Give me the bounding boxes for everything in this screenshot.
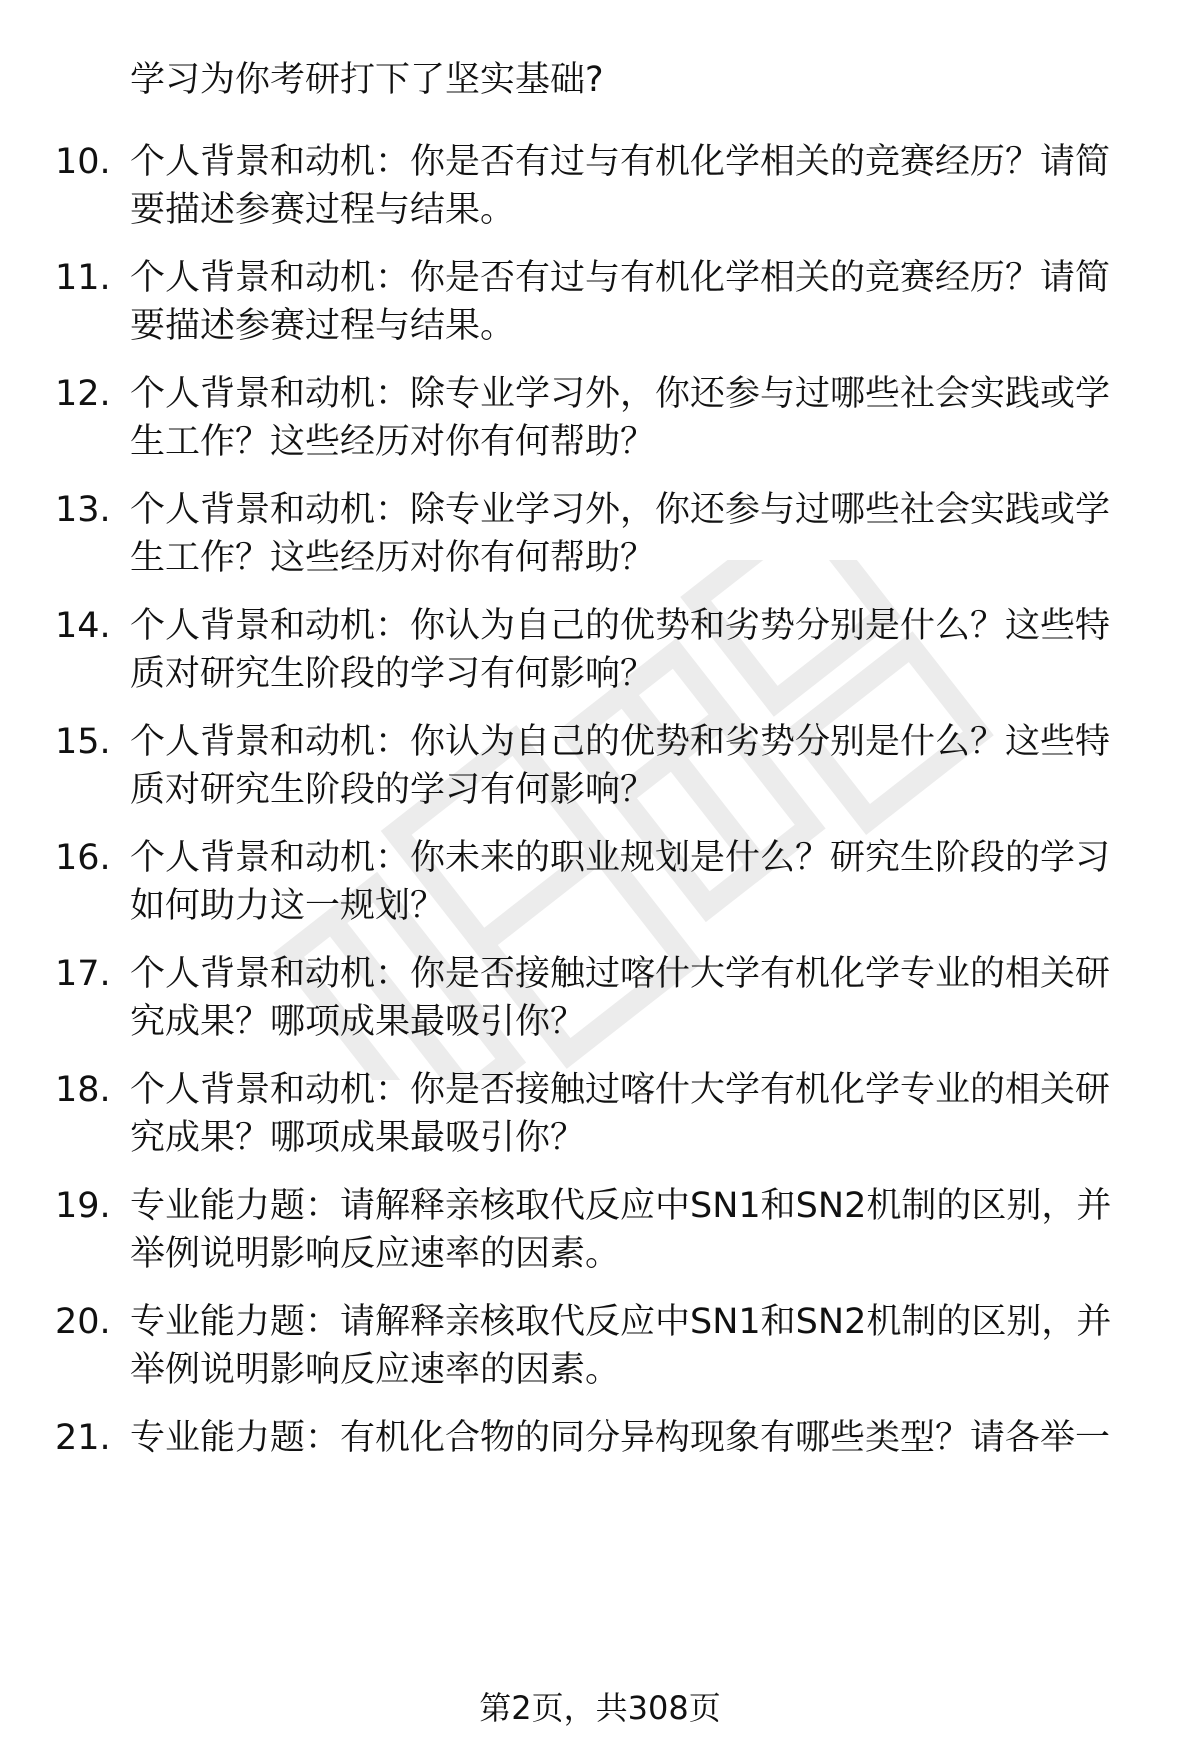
item-number: 14. <box>55 606 111 646</box>
item-number: 16. <box>55 838 111 878</box>
item-number: 12. <box>55 374 111 414</box>
item-text <box>130 1414 1140 1462</box>
item-line: 要描述参赛过程与结果。 <box>130 190 516 230</box>
page-footer: 第2页，共308页 <box>479 1689 721 1727</box>
item-text <box>130 834 1140 930</box>
item-line: 个人背景和动机：你是否接触过喀什大学有机化学专业的相关研 <box>130 954 1111 994</box>
item-line: 个人背景和动机：你认为自己的优势和劣势分别是什么？这些特 <box>130 606 1111 646</box>
item-line: 究成果？哪项成果最吸引你？ <box>130 1002 586 1042</box>
item-line: 质对研究生阶段的学习有何影响？ <box>130 654 656 694</box>
item-number: 20. <box>55 1302 111 1342</box>
item-line: 生工作？这些经历对你有何帮助？ <box>130 422 656 462</box>
continuation-line: 学习为你考研打下了坚实基础? <box>130 60 604 100</box>
item-line: 如何助力这一规划？ <box>130 886 446 926</box>
item-line: 生工作？这些经历对你有何帮助？ <box>130 538 656 578</box>
item-line: 要描述参赛过程与结果。 <box>130 306 516 346</box>
item-line: 举例说明影响反应速率的因素。 <box>130 1350 621 1390</box>
item-text <box>130 1066 1140 1162</box>
item-line: 个人背景和动机：除专业学习外，你还参与过哪些社会实践或学 <box>130 374 1111 414</box>
item-line: 质对研究生阶段的学习有何影响？ <box>130 770 656 810</box>
item-number: 21. <box>55 1418 111 1458</box>
item-line: 个人背景和动机：你认为自己的优势和劣势分别是什么？这些特 <box>130 722 1111 762</box>
item-line: 个人背景和动机：你是否有过与有机化学相关的竞赛经历？请简 <box>130 258 1111 298</box>
item-text <box>130 138 1140 234</box>
item-line: 个人背景和动机：你是否有过与有机化学相关的竞赛经历？请简 <box>130 142 1111 182</box>
item-number: 17. <box>55 954 111 994</box>
item-line: 究成果？哪项成果最吸引你？ <box>130 1118 586 1158</box>
item-number: 19. <box>55 1186 111 1226</box>
item-line: 个人背景和动机：除专业学习外，你还参与过哪些社会实践或学 <box>130 490 1111 530</box>
item-text <box>130 370 1140 466</box>
item-line: 个人背景和动机：你未来的职业规划是什么？研究生阶段的学习 <box>130 838 1111 878</box>
item-number: 18. <box>55 1070 111 1110</box>
item-text <box>130 1298 1140 1394</box>
item-number: 13. <box>55 490 111 530</box>
item-text <box>130 1182 1140 1278</box>
item-line: 个人背景和动机：你是否接触过喀什大学有机化学专业的相关研 <box>130 1070 1111 1110</box>
item-line: 专业能力题：请解释亲核取代反应中SN1和SN2机制的区别，并 <box>130 1186 1112 1226</box>
item-number: 15. <box>55 722 111 762</box>
item-text <box>130 486 1140 582</box>
item-line: 专业能力题：请解释亲核取代反应中SN1和SN2机制的区别，并 <box>130 1302 1112 1342</box>
item-text <box>130 602 1140 698</box>
item-number: 10. <box>55 142 111 182</box>
item-line: 专业能力题：有机化合物的同分异构现象有哪些类型？请各举一 <box>130 1418 1111 1458</box>
item-line: 举例说明影响反应速率的因素。 <box>130 1234 621 1274</box>
item-text <box>130 718 1140 814</box>
item-number: 11. <box>55 258 111 298</box>
item-text <box>130 254 1140 350</box>
item-text <box>130 950 1140 1046</box>
